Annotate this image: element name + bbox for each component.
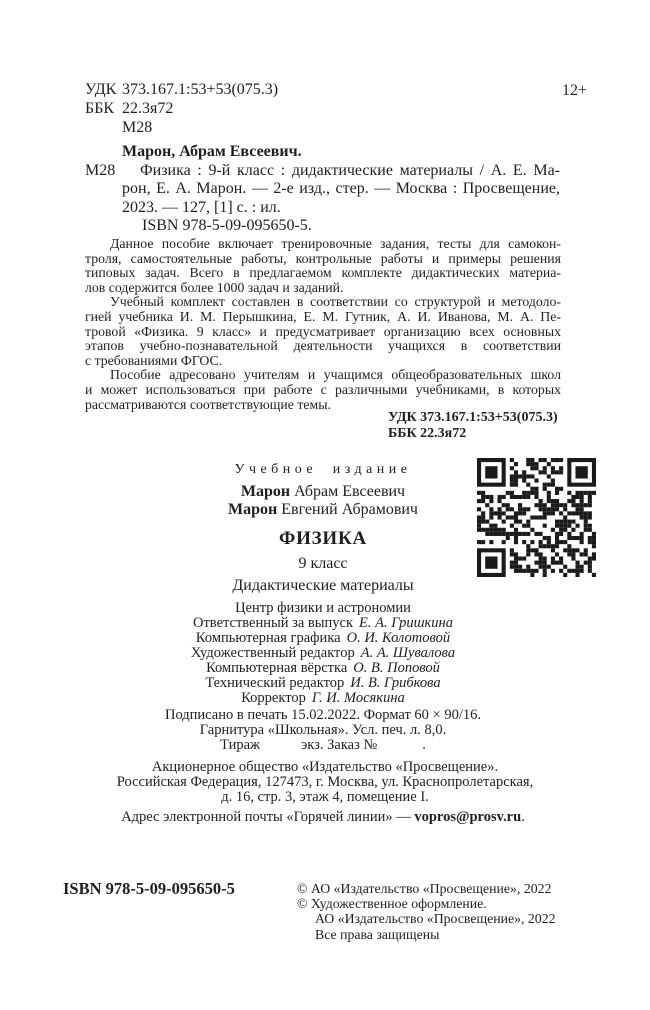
bbk-row [85,99,278,118]
contact-prefix: Адрес электронной почты «Горячей линии» — [121,809,415,825]
catalog-refs [388,410,558,441]
author-line-1 [85,483,561,501]
publisher-line-2: Российская Федерация, 127473, г. Москва, ул. Краснопролетарская, [116,774,534,791]
tirazh-unit: экз. Заказ № [301,737,378,754]
bibliographic-entry [85,161,560,218]
annotation-paragraph-1: Данное пособие включает тренировочные задания, тесты для самокон- троля, самостоятельные работы, контрольные работы и примеры решения типовых задач. Всего в предлагаемом комплекте дидактических материа- лов содержится более 1000 задач и заданий. [85,236,561,295]
publisher-line-3: д. 16, стр. 3, этаж 4, помещение I. [221,789,429,806]
age-rating-badge: 12+ [562,82,588,99]
grade: 9 класс [298,555,348,572]
udk-row [85,80,278,99]
center-name: Центр физики и астрономии [235,600,411,616]
print-imprint [85,708,561,754]
catalog-card [85,143,560,236]
catalog-head [85,80,278,137]
staff-name: О. И. Колотовой [346,630,451,646]
entry-text: Физика : 9-й класс : дидактические материалы / А. Е. Ма- рон, Е. А. Марон. — 2-е изд., стер. — Москва : Просвещение, 2023. — 127, [1] с. : ил. [122,161,560,216]
catalog-refs-bbk: ББК 22.3я72 [388,425,467,441]
staff-role: Компьютерная вёрстка [206,660,348,676]
staff-row [85,616,561,631]
tirazh-label: Тираж [220,737,261,754]
publisher-block [60,760,590,806]
copyright-line: © Художественное оформление. [297,896,487,912]
publisher-line-1: Акционерное общество «Издательство «Просвещение». [151,759,499,775]
contact-suffix: . [521,809,525,825]
book-title: ФИЗИКА [279,528,367,549]
subtitle: Дидактические материалы [232,577,414,594]
catalog-refs-udk: УДК 373.167.1:53+53(075.3) [388,410,558,425]
author-given: Абрам Евсеевич [294,483,406,500]
staff-name: И. В. Грибкова [350,675,441,691]
staff-name: О. В. Поповой [353,660,440,676]
entry-author-sign: М28 [85,161,116,179]
tirazh-line [85,738,561,753]
imprint-line-1: Подписано в печать 15.02.2022. Формат 60 × 90/16. [164,707,482,723]
annotation [85,237,561,412]
staff-role: Художественный редактор [190,645,355,661]
staff-name: А. А. Шувалова [360,645,456,661]
copyright-line: АО «Издательство «Просвещение», 2022 [315,911,556,927]
edition-block [85,462,561,706]
isbn-bottom: ISBN 978-5-09-095650-5 [63,879,235,898]
author-sign-row [85,118,278,137]
edition-kind: Учебное издание [234,462,412,477]
author-surname: Марон [228,501,278,518]
tirazh-end: . [422,737,426,754]
author-given: Евгений Абрамович [281,501,418,518]
bbk-label: ББК [85,100,115,117]
staff-role: Ответственный за выпуск [193,615,354,631]
annotation-paragraph-2: Учебный комплект составлен в соответствии со структурой и методоло- гией учебника И. М. Перышкина, Е. М. Гутник, А. И. Иванова, М. А. Пе- тровой «Физика. 9 класс» и предусматривает организацию всех основных этапов учебно-познавательной деятельности учащихся в соответствии с требованиями ФГОС. [85,294,561,368]
staff-name: Е. А. Гришкина [359,615,453,631]
staff-role: Технический редактор [205,675,345,691]
copyright-line: Все права защищены [315,926,440,942]
staff-row [85,691,561,706]
staff-row [85,646,561,661]
author-sign: М28 [122,119,153,136]
staff-role: Компьютерная графика [195,630,341,646]
author-heading: Марон, Абрам Евсеевич. [122,143,302,160]
staff-role: Корректор [241,690,306,706]
imprint-line-2: Гарнитура «Школьная». Усл. печ. л. 8,0. [199,722,447,739]
staff-row [85,631,561,646]
copyright-block [297,881,556,942]
author-line-2 [85,501,561,519]
staff-name: Г. И. Мосякина [311,690,405,706]
staff-row [85,661,561,676]
staff-row [85,676,561,691]
author-surname: Марон [240,483,291,500]
udk-value: 373.167.1:53+53(075.3) [122,81,279,98]
copyright-line: © АО «Издательство «Просвещение», 2022 [297,881,552,896]
bbk-value: 22.3я72 [122,100,174,117]
annotation-paragraph-3: Пособие адресовано учителям и учащимся общеобразовательных школ и может использоваться при работе с различными учебниками, в которых рассматриваются соответствующие темы. [85,367,561,412]
contact-line [85,809,561,826]
isbn-top: ISBN 978-5-09-095650-5. [142,217,312,235]
contact-email: vopros@prosv.ru [414,809,522,825]
udk-label: УДК [85,81,117,98]
